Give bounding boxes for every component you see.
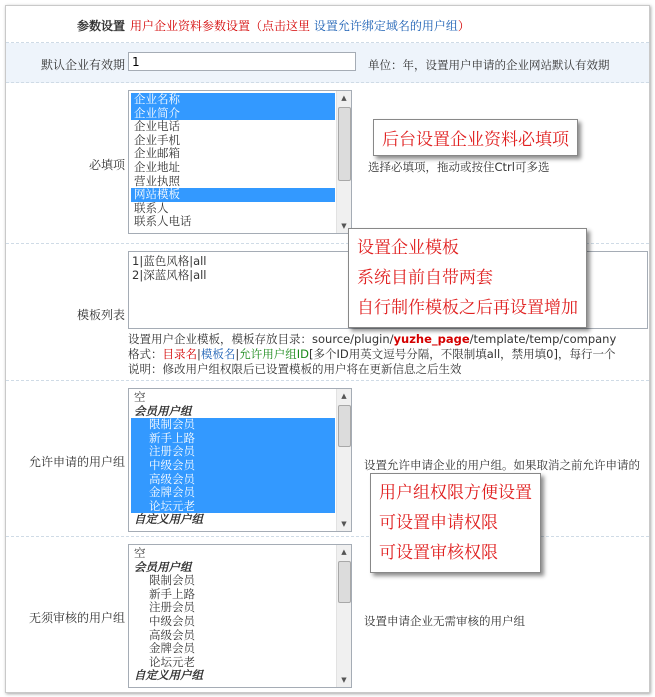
required-fields-label: 必填项 bbox=[88, 158, 125, 172]
header-close-paren: ） bbox=[457, 19, 470, 33]
scroll-down-icon[interactable]: ▼ bbox=[341, 222, 347, 230]
optgroup-text: 会员用户组 bbox=[134, 403, 192, 418]
option-text: 空 bbox=[134, 546, 146, 560]
required-option[interactable] bbox=[131, 120, 335, 134]
option-text: 注册会员 bbox=[149, 444, 195, 459]
callout-line: 自行制作模板之后再设置增加 bbox=[357, 298, 578, 318]
noreview-options-list bbox=[131, 547, 335, 683]
fmt-prefix: 格式： bbox=[128, 347, 163, 361]
noreview-groups-label: 无须审核的用户组 bbox=[28, 611, 125, 625]
scroll-up-icon[interactable]: ▲ bbox=[341, 392, 347, 400]
templates-dir-hint bbox=[128, 331, 616, 347]
option-text: 限制会员 bbox=[149, 417, 195, 432]
option-text: 企业简介 bbox=[134, 105, 180, 120]
noreview-groups-row bbox=[6, 537, 649, 692]
allowed-domain-groups-link[interactable]: 设置允许绑定域名的用户组 bbox=[313, 19, 458, 33]
callout-line: 可设置申请权限 bbox=[379, 513, 498, 533]
validity-input[interactable] bbox=[128, 52, 356, 71]
option-text: 企业邮箱 bbox=[134, 146, 180, 161]
option-text: 注册会员 bbox=[149, 600, 195, 615]
option-text: 空 bbox=[134, 390, 146, 404]
noreview-option[interactable] bbox=[131, 642, 335, 656]
callout-line: 可设置审核权限 bbox=[379, 543, 498, 563]
apply-option[interactable] bbox=[131, 473, 335, 487]
required-option[interactable] bbox=[131, 188, 335, 202]
apply-option[interactable] bbox=[131, 459, 335, 473]
apply-optgroup bbox=[131, 513, 335, 527]
fmt-sep: | bbox=[235, 347, 240, 361]
validity-label: 默认企业有效期 bbox=[40, 58, 125, 72]
option-text: 限制会员 bbox=[149, 573, 195, 588]
apply-option[interactable] bbox=[131, 486, 335, 500]
apply-scrollbar[interactable] bbox=[336, 389, 351, 531]
option-text: 新手上路 bbox=[149, 430, 195, 445]
option-text: 企业名称 bbox=[134, 92, 180, 106]
validity-hint: 单位：年，设置用户申请的企业网站默认有效期 bbox=[368, 58, 610, 72]
option-text: 论坛元老 bbox=[149, 498, 195, 513]
required-option[interactable] bbox=[131, 107, 335, 121]
option-text: 企业电话 bbox=[134, 119, 180, 134]
fmt-sep: | bbox=[197, 347, 201, 361]
required-option[interactable] bbox=[131, 215, 335, 229]
optgroup-text: 自定义用户组 bbox=[134, 668, 203, 683]
noreview-option[interactable] bbox=[131, 588, 335, 602]
templates-label: 模板列表 bbox=[76, 308, 125, 322]
fmt-dir: 目录名 bbox=[162, 347, 197, 361]
apply-option[interactable] bbox=[131, 418, 335, 432]
dir-suffix: /template/temp/company bbox=[469, 332, 617, 346]
dir-plugin: yuzhe_page bbox=[393, 332, 470, 346]
scroll-up-icon[interactable]: ▲ bbox=[341, 94, 347, 102]
validity-row bbox=[6, 43, 649, 83]
dir-prefix: 设置用户企业模板，模板存放目录：source/plugin/ bbox=[128, 332, 394, 346]
required-option[interactable] bbox=[131, 161, 335, 175]
callout-line: 系统目前自带两套 bbox=[357, 268, 493, 288]
option-text: 企业手机 bbox=[134, 132, 180, 147]
apply-optgroup bbox=[131, 405, 335, 419]
header-title-text: 用户企业资料参数设置 bbox=[130, 19, 251, 33]
noreview-option[interactable] bbox=[131, 547, 335, 561]
settings-panel bbox=[5, 5, 650, 693]
option-text: 金牌会员 bbox=[149, 641, 195, 656]
fmt-group: 允许用户组ID bbox=[239, 347, 309, 361]
noreview-option[interactable] bbox=[131, 574, 335, 588]
noreview-optgroup bbox=[131, 561, 335, 575]
template-line: 2|深蓝风格|all bbox=[132, 268, 207, 282]
option-text: 论坛元老 bbox=[149, 654, 195, 669]
scroll-up-icon[interactable]: ▲ bbox=[341, 548, 347, 556]
scroll-thumb[interactable] bbox=[338, 405, 351, 447]
noreview-groups-hint: 设置申请企业无需审核的用户组 bbox=[364, 614, 525, 628]
noreview-groups-listbox[interactable] bbox=[128, 544, 352, 688]
callout-line: 用户组权限方便设置 bbox=[379, 483, 532, 503]
option-text: 企业地址 bbox=[134, 159, 180, 174]
callout-line: 后台设置企业资料必填项 bbox=[382, 130, 569, 150]
option-text: 高级会员 bbox=[149, 471, 195, 486]
required-option[interactable] bbox=[131, 175, 335, 189]
scroll-thumb[interactable] bbox=[338, 107, 351, 181]
apply-option[interactable] bbox=[131, 500, 335, 514]
noreview-option[interactable] bbox=[131, 615, 335, 629]
templates-callout bbox=[348, 228, 587, 328]
required-option[interactable] bbox=[131, 202, 335, 216]
apply-groups-row bbox=[6, 381, 649, 537]
scroll-down-icon[interactable]: ▼ bbox=[341, 520, 347, 528]
template-line: 1|蓝色风格|all bbox=[132, 254, 207, 268]
required-fields-listbox[interactable] bbox=[128, 90, 352, 234]
header-row bbox=[6, 6, 649, 43]
apply-options-list bbox=[131, 391, 335, 527]
scroll-thumb[interactable] bbox=[338, 561, 351, 603]
apply-option[interactable] bbox=[131, 391, 335, 405]
apply-option[interactable] bbox=[131, 445, 335, 459]
option-text: 联系人电话 bbox=[134, 214, 192, 229]
required-scrollbar[interactable] bbox=[336, 91, 351, 233]
apply-groups-hint: 设置允许申请企业的用户组。如果取消之前允许申请的 bbox=[364, 458, 640, 472]
fmt-suffix: [多个ID用英文逗号分隔，不限制填all，禁用填0]，每行一个 bbox=[309, 347, 616, 361]
option-text: 新手上路 bbox=[149, 586, 195, 601]
noreview-option[interactable] bbox=[131, 601, 335, 615]
apply-option[interactable] bbox=[131, 432, 335, 446]
callout-line: 设置企业模板 bbox=[357, 238, 459, 258]
option-text: 网站模板 bbox=[134, 187, 180, 202]
option-text: 金牌会员 bbox=[149, 485, 195, 500]
noreview-scrollbar[interactable] bbox=[336, 545, 351, 687]
option-text: 中级会员 bbox=[149, 613, 195, 628]
scroll-down-icon[interactable]: ▼ bbox=[341, 676, 347, 684]
noreview-optgroup bbox=[131, 669, 335, 683]
required-fields-row bbox=[6, 83, 649, 244]
option-text: 营业执照 bbox=[134, 173, 180, 188]
required-option[interactable] bbox=[131, 93, 335, 107]
option-text: 高级会员 bbox=[149, 627, 195, 642]
optgroup-text: 会员用户组 bbox=[134, 559, 192, 574]
templates-note: 说明：修改用户组权限后已设置模板的用户将在更新信息之后生效 bbox=[128, 362, 462, 376]
header-label: 参数设置 bbox=[76, 19, 125, 33]
optgroup-text: 自定义用户组 bbox=[134, 512, 203, 527]
apply-groups-listbox[interactable] bbox=[128, 388, 352, 532]
required-fields-callout bbox=[373, 119, 578, 156]
required-option[interactable] bbox=[131, 147, 335, 161]
click-here-link[interactable]: 点击这里 bbox=[262, 19, 311, 33]
required-option[interactable] bbox=[131, 134, 335, 148]
header-title bbox=[130, 17, 470, 34]
fmt-name: 模板名 bbox=[200, 347, 236, 361]
required-fields-hint: 选择必填项，拖动或按住Ctrl可多选 bbox=[368, 160, 550, 174]
option-text: 联系人 bbox=[134, 200, 169, 215]
user-groups-callout bbox=[370, 473, 541, 573]
noreview-option[interactable] bbox=[131, 629, 335, 643]
noreview-option[interactable] bbox=[131, 656, 335, 670]
option-text: 中级会员 bbox=[149, 457, 195, 472]
templates-format-hint bbox=[128, 346, 615, 362]
apply-groups-label: 允许申请的用户组 bbox=[28, 455, 125, 469]
header-open-paren: （ bbox=[250, 19, 263, 33]
required-options-list bbox=[131, 93, 335, 229]
